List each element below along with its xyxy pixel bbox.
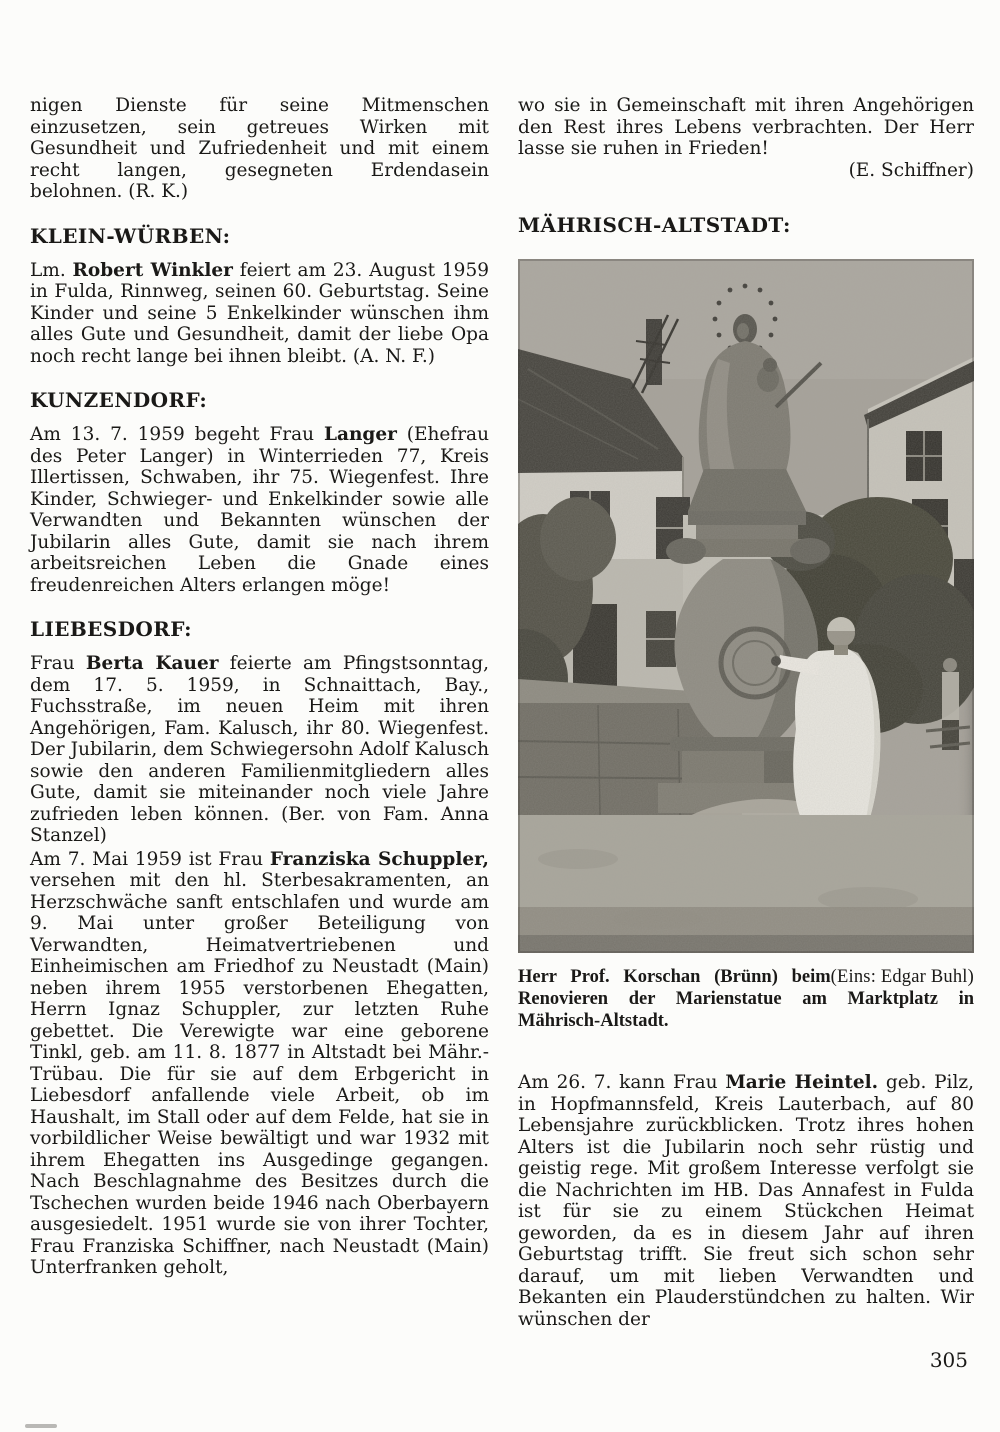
left-column — [30, 95, 489, 1279]
liebesdorf-paragraph-kauer: Frau Berta Kauer feierte am Pfingstsonntag, dem 17. 5. 1959, in Schnaittach, Bay., Fuchsstraße, im neuen Heim mit ihren Angehörigen, Fam. Kalusch, ihr 80. Wiegenfest. Der Jubilarin, dem Schwiegersohn Adolf Kalusch sowie den anderen Familienmitgliedern alles Gute, damit sie miteinander noch viele Jahre zufrieden leben können. (Ber. von Fam. Anna Stanzel) — [30, 653, 489, 846]
section-heading-kunzendorf: KUNZENDORF: — [30, 388, 208, 412]
photo-credit: (Eins: Edgar Buhl) — [830, 967, 974, 987]
obituary-signature: (E. Schiffner) — [848, 159, 974, 181]
section-heading-maehrisch-altstadt: MÄHRISCH-ALTSTADT: — [518, 213, 791, 237]
section-heading-klein-wuerben: KLEIN-WÜRBEN: — [30, 223, 231, 248]
photo-caption — [518, 966, 974, 1032]
photo-caption-text: Herr Prof. Korschan (Brünn) beim Renovieren der Marienstatue am Marktplatz in Mährisch-Altstadt. — [518, 967, 974, 1031]
right-column — [518, 95, 974, 1330]
klein-wuerben-paragraph: Lm. Robert Winkler feiert am 23. August 1959 in Fulda, Rinnweg, seinen 60. Geburtstag. Seine Kinder und seine 5 Enkelkinder wünschen ihm alles Gute und Gesundheit, damit der liebe Opa noch recht lange bei ihnen bleibt. (A. N. F.) — [30, 259, 489, 367]
liebesdorf-paragraph-schuppler: Am 7. Mai 1959 ist Frau Franziska Schuppler, versehen mit den hl. Sterbesakramenten, an Herzschwäche sanft entschlafen und wurde am 9. Mai unter großer Beteiligung von Verwandten, Heimatvertriebenen und Einheimischen am Friedhof zu Neustadt (Main) neben ihrem 1955 verstorbenen Ehegatten, Herrn Ignaz Schuppler, zur letzten Ruhe gebettet. Die Verewigte war eine geborene Tinkl, geb. am 11. 8. 1877 in Altstadt bei Mähr.-Trübau. Die für sie auf dem Erbgericht in Liebesdorf anfallende viele Arbeit, ob im Haushalt, im Stall oder auf dem Felde, hat sie in vorbildlicher Weise bewältigt und war 1932 mit ihrem Ehegatten ins Ausgedinge gegangen. Nach Beschlagnahme des Besitzes durch die Tschechen wurden beide 1946 nach Oberbayern ausgesiedelt. 1951 wurde sie von ihrer Tochter, Frau Franziska Schiffner, nach Neustadt (Main) Unterfranken geholt, — [30, 848, 489, 1278]
obituary-continuation-paragraph: wo sie in Gemeinschaft mit ihren Angehörigen den Rest ihres Lebens verbrachten. Der Herr lasse sie ruhen in Frieden! — [518, 95, 974, 159]
kunzendorf-paragraph: Am 13. 7. 1959 begeht Frau Langer (Ehefrau des Peter Langer) in Winterrieden 77, Kreis Illertissen, Schwaben, ihr 75. Wiegenfest. Ihre Kinder, Schwieger- und Enkelkinder sowie alle Verwandten und Bekannten wünschen der Jubilarin alles Gute, damit sie nach ihrem arbeitsreichen Leben die Gnade eines freudenreichen Alters erlangen möge! — [30, 424, 489, 596]
page-number: 305 — [929, 1348, 968, 1372]
marienstatue-photo — [518, 259, 974, 953]
section-heading-liebesdorf: LIEBESDORF: — [30, 617, 192, 641]
news-paragraph-heintel: Am 26. 7. kann Frau Marie Heintel. geb. Pilz, in Hopfmannsfeld, Kreis Lauterbach, auf 80 Lebensjahre zurückblicken. Trotz ihres hohen Alters ist die Jubilarin noch sehr rüstig und geistig rege. Mit großem Interesse verfolgt sie die Nachrichten im HB. Das Annafest in Fulda ist für sie zu einem Stückchen Heimat geworden, da es in diesem Jahr auf ihren Geburtstag trifft. Sie freut sich schon sehr darauf, um mit lieben Verwandten und Bekanten ein Plauderstündchen zu halten. Wir wünschen der — [518, 1072, 975, 1330]
film-grain-overlay — [518, 259, 974, 953]
intro-continuation-paragraph: nigen Dienste für seine Mitmenschen einzusetzen, sein getreues Wirken mit Gesundheit und Zufriedenheit und mit einem recht langen, gesegneten Erdendasein belohnen. (R. K.) — [30, 95, 489, 202]
scan-artifact — [25, 1424, 57, 1428]
